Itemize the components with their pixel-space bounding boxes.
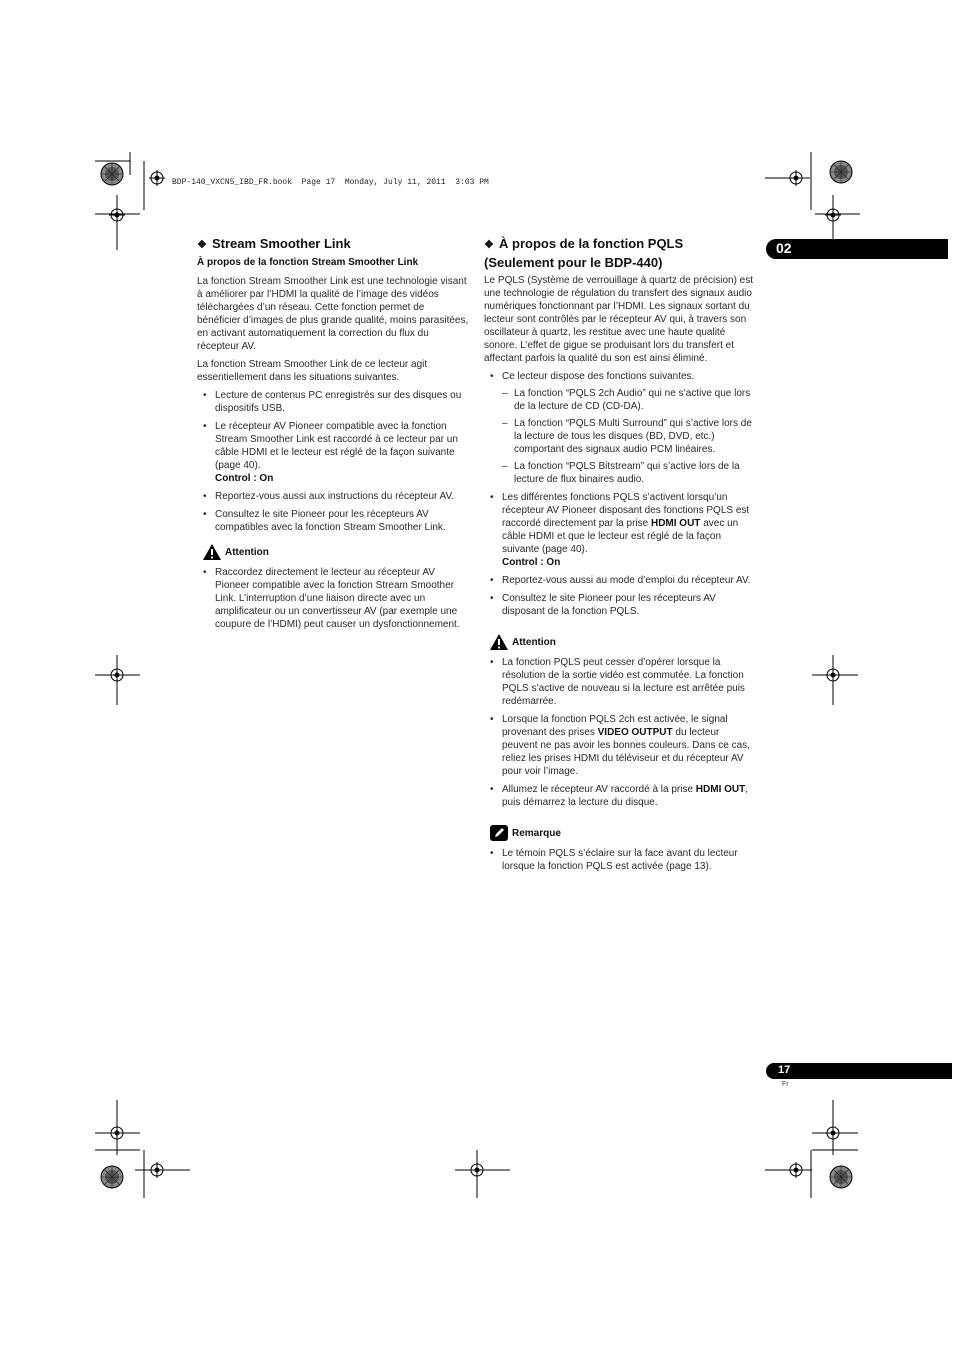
list-item: • Lorsque la fonction PQLS 2ch est activée, le signal provenant des prises VIDEO OUTPUT du lecteur peuvent ne pas avoir les bonnes couleurs. Dans ce cas, reliez les prises HDMI du téléviseur et du récepteur AV pour voir l’image.: [484, 713, 756, 778]
left-column: [197, 235, 469, 636]
attention-heading: Attention: [490, 634, 756, 650]
page-number-tab: [766, 1063, 952, 1079]
page-number: 17: [778, 1064, 791, 1076]
list-item: • Le récepteur AV Pioneer compatible avec la fonction Stream Smoother Link est raccordé à ce lecteur par un câble HDMI et le lecteur est réglé de la façon suivante (page 40). Control : On: [197, 420, 469, 485]
paragraph: La fonction Stream Smoother Link est une technologie visant à améliorer par l’HDMI la qualité de l’image des vidéos téléchargées d’un réseau. Cette fonction permet de bénéficier d’images de plus grande qualité, moins parasitées, en activant automatiquement la correction du flux du récepteur AV.: [197, 276, 469, 352]
diamond-bullet-icon: ❖: [197, 239, 207, 251]
list-item: • Lecture de contenus PC enregistrés sur des disques ou dispositifs USB.: [197, 389, 469, 415]
warning-icon: [490, 634, 508, 650]
page-language: Fr: [782, 1081, 789, 1088]
list-item: • Les différentes fonctions PQLS s’activent lorsqu’un récepteur AV Pioneer disposant des fonctions PQLS est raccordé directement par la prise HDMI OUT avec un câble HDMI et que le lecteur est réglé de la façon suivante (page 40). Control : On: [484, 491, 756, 569]
diamond-bullet-icon: ❖: [484, 239, 494, 251]
warning-icon: [203, 544, 221, 560]
paragraph: Le PQLS (Système de verrouillage à quartz de précision) est une technologie de régulation du transfert des signaux audio numériques fonctionnant par l’HDMI. Les signaux sortant du lecteur sont contrôlés par le récepteur AV qui, à travers son oscillateur à quartz, les restitue avec une haute qualité sonore. L’effet de gigue se produisant lors du transfert et affectant parfois la qualité du son est ainsi éliminé.: [484, 275, 754, 364]
list-item: • Reportez-vous aussi au mode d’emploi du récepteur AV.: [484, 574, 756, 587]
list-item: – La fonction “PQLS 2ch Audio” qui ne s’active que lors de la lecture de CD (CD-DA).: [484, 387, 756, 413]
list-item: • Raccordez directement le lecteur au récepteur AV Pioneer compatible avec la fonction Stream Smoother Link. L’interruption d’une liaison directe avec un amplificateur ou un convertisseur AV (par exemple une coupure de l’HDMI) peut causer un dysfonctionnement.: [197, 566, 469, 631]
attention-list: [484, 656, 756, 809]
note-heading: Remarque: [490, 825, 756, 841]
list-item: • Le témoin PQLS s’éclaire sur la face avant du lecteur lorsque la fonction PQLS est activée (page 13).: [484, 847, 756, 873]
chapter-number: 02: [776, 240, 792, 256]
bullet-list: [197, 389, 469, 534]
control-setting: Control : On: [502, 557, 561, 568]
section-title-pqls: ❖ À propos de la fonction PQLS (Seulement pour le BDP-440): [484, 236, 684, 270]
subsection-title: À propos de la fonction Stream Smoother Link: [197, 257, 419, 268]
paragraph: La fonction Stream Smoother Link de ce lecteur agit essentiellement dans les situations suivantes.: [197, 359, 428, 383]
right-column: [484, 235, 756, 878]
section-title-stream-smoother: ❖ Stream Smoother Link: [197, 235, 469, 254]
attention-heading: Attention: [203, 544, 469, 560]
list-item: • Ce lecteur dispose des fonctions suivantes. – La fonction “PQLS 2ch Audio” qui ne s’active que lors de la lecture de CD (CD-DA). – La fonction “PQLS Multi Surround” qui s’active lors de la lecture de tous les disques (BD, DVD, etc.) comportant des signaux audio PCM linéaires. – La fonction “PQLS Bitstream” qui s’active lors de la lecture de flux binaires audio.: [484, 370, 756, 486]
list-item: • Allumez le récepteur AV raccordé à la prise HDMI OUT, puis démarrez la lecture du disque.: [484, 783, 756, 809]
note-list: [484, 847, 756, 873]
control-setting: Control : On: [215, 473, 274, 484]
dash-list: [484, 387, 756, 486]
chapter-tab: [766, 239, 948, 259]
attention-list: [197, 566, 469, 631]
rosette-icon: [101, 163, 123, 185]
list-item: • Consultez le site Pioneer pour les récepteurs AV compatibles avec la fonction Stream Smoother Link.: [197, 508, 469, 534]
list-item: – La fonction “PQLS Bitstream” qui s’active lors de la lecture de flux binaires audio.: [484, 460, 756, 486]
list-item: • Reportez-vous aussi aux instructions du récepteur AV.: [197, 490, 469, 503]
book-info-line: BDP-140_VXCN5_IBD_FR.book Page 17 Monday, July 11, 2011 3:03 PM: [172, 178, 489, 187]
list-item: – La fonction “PQLS Multi Surround” qui s’active lors de la lecture de tous les disques (BD, DVD, etc.) comportant des signaux audio PCM linéaires.: [484, 417, 756, 456]
bullet-list: [484, 370, 756, 618]
list-item: • Consultez le site Pioneer pour les récepteurs AV disposant de la fonction PQLS.: [484, 592, 756, 618]
list-item: • La fonction PQLS peut cesser d’opérer lorsque la résolution de la sortie vidéo est commutée. La fonction PQLS s’active de nouveau si la lecture est arrêtée puis redémarrée.: [484, 656, 756, 708]
pencil-note-icon: [490, 825, 508, 841]
